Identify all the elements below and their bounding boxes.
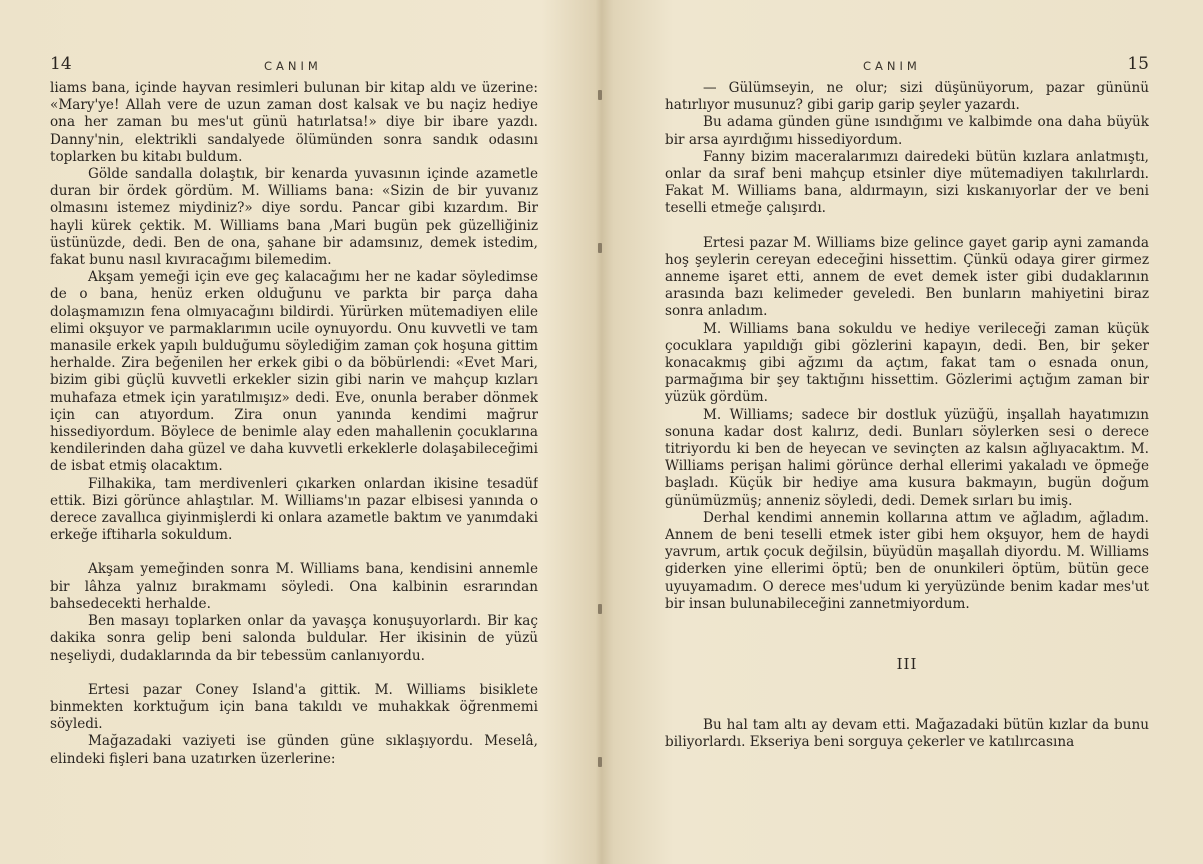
binding-mark [598, 90, 602, 100]
paragraph: Mağazadaki vaziyeti ise günden güne sıklaşıyordu. Meselâ, elindeki fişleri bana uzatırken üzerlerine: [50, 733, 538, 767]
section-body [665, 717, 1149, 751]
binding-mark [598, 757, 602, 767]
paragraph: Akşam yemeğinden sonra M. Williams bana, kendisini annemle bir lâhza yalnız bırakmamı söyledi. Ona kalbinin esrarından bahsedecekti herhalde. [50, 561, 538, 612]
paragraph: Ertesi pazar Coney Island'a gittik. M. Williams bisiklete binmekten korktuğum için bana takıldı ve muhakkak öğrenmemi söyledi. [50, 681, 538, 733]
paragraph: Ben masayı toplarken onlar da yavaşça konuşuyorlardı. Bir kaç dakika sonra gelip beni salonda buldular. Her ikisinin de yüzü neşeliydi, dudaklarında da bir tebessüm canlanıyordu. [50, 613, 538, 664]
right-page [665, 52, 1149, 852]
paragraph: — Gülümseyin, ne olur; sizi düşünüyorum, pazar gününü hatırlıyor musunuz? gibi garip garip şeyler yazardı. [665, 80, 1149, 114]
paragraph: Akşam yemeği için eve geç kalacağımı her ne kadar söyledimse de o bana, henüz erken olduğunu ve parkta bir parça daha dolaşmamızın fena olmıyacağını bildirdi. Yürürken mütemadiyen elile elimi okşuyor ve parmaklarımın ucile oynuyordu. Onu kuvvetli ve tam manasile erkek yapılı bulduğumu söylediğim zaman çok hoşuna gittim herhalde. Zira beğenilen her erkek gibi o da böbürlendi: «Evet Mari, bizim gibi güçlü kuvvetli erkekler sizin gibi narin ve mahçup kızları muhafaza etmek için yaratılmışız» dedi. Eve, onunla beraber dönmek için can atıyordum. Zira onun yanında kendimi mağrur hissediyordum. Böylece de benimle alay eden mahallenin çocuklarına kendilerinden daha güzel ve daha kuvvetli erkeklerle dolaşabileceğimi de isbat etmiş olacaktım. [50, 269, 538, 475]
section-heading: III [896, 655, 918, 674]
binding-mark [598, 243, 602, 253]
paragraph: Filhakika, tam merdivenleri çıkarken onlardan ikisine tesadüf ettik. Bizi görünce ahlaştılar. M. Williams'ın pazar elbisesi yanında o derece zavallıca giyinmişlerdi ki onlara azametle baktım ve yanımdaki erkeğe iftiharla sokuldum. [50, 475, 538, 544]
running-head: CANIM [264, 59, 322, 73]
page-number: 15 [1127, 54, 1149, 74]
paragraph: Fanny bizim maceralarımızı dairedeki bütün kızlara anlatmıştı, onlar da sıraf beni mahçup etsinler diye mütemadiyen takılırlardı. Fakat M. Williams bana, aldırmayın, sizi kıskanıyorlar der ve beni teselli etmeğe çalışırdı. [665, 148, 1149, 217]
running-head: CANIM [863, 59, 921, 73]
paragraph: liams bana, içinde hayvan resimleri bulunan bir kitap aldı ve üzerine: «Mary'ye! Allah vere de uzun zaman dost kalsak ve bu naçiz hediye ona her zaman bu mes'ut günü hatırlatsa!» diye bir ibare yazdı. Danny'nin, elektrikli sandalyede ölümünden sonra sandık odasını toplarken bu kitabı buldum. [50, 80, 538, 165]
page-header [50, 52, 538, 80]
binding-mark [598, 604, 602, 614]
page-header [665, 52, 1149, 80]
paragraph: M. Williams bana sokuldu ve hediye verileceği zaman küçük çocuklara yapıldığı gibi gözlerini kapayın, dedi. Ben, bir şeker konacakmış gibi ağzımı da açtım, fakat tam o esnada onun, parmağıma bir şey taktığını hissettim. Gözlerimi açtığım zaman bir yüzük gördüm. [665, 320, 1149, 406]
paragraph: Derhal kendimi annemin kollarına attım ve ağladım, ağladım. Annem de beni teselli etmek ister gibi hem okşuyor, hem de haydi yavrum, artık çocuk değilsin, büyüdün maşallah diyordu. M. Williams giderken yine ellerimi öptü; ben de onunkileri öptüm, bütün gece uyuyamadım. O derece mes'udum ki yeryüzünde benim kadar mes'ut bir insan bulunabileceğini zannetmiyordum. [665, 509, 1149, 612]
paragraph: Bu hal tam altı ay devam etti. Mağazadaki bütün kızlar da bunu biliyorlardı. Ekseriya beni sorguya çekerler ve katılırcasına [665, 717, 1149, 751]
paragraph: Gölde sandalla dolaştık, bir kenarda yuvasının içinde azametle duran bir ördek gördüm. M. Williams bana: «Sizin de bir yuvanız olmasını istemez miydiniz?» diye sordu. Pancar gibi kızardım. Bir hayli kürek çektik. M. Williams bana ,Mari bugün pek güzelliğiniz üstünüzde, dedi. Ben de ona, şahane bir adamsınız, demek istedim, fakat bunu nasıl kıvıracağımı bilemedim. [50, 166, 538, 269]
paragraph: Ertesi pazar M. Williams bize gelince gayet garip ayni zamanda hoş şeylerin cereyan edeceğini hissettim. Çünkü odaya girer girmez anneme işaret etti, annem de evet demek ister gibi dudaklarının arasında bazı kelimeder geveledi. Ben bunların mahiyetini biraz sonra anladım. [665, 234, 1149, 320]
page-body [665, 80, 1149, 613]
paragraph: M. Williams; sadece bir dostluk yüzüğü, inşallah hayatımızın sonuna kadar dost kalırız, dedi. Bunları söylerken sesi o derece titriyordu ki ben de heyecan ve sevinçten az kalsın ağlıyacaktım. M. Williams perişan halimi görünce derhal ellerimi yakaladı ve öpmeğe başladı. Küçük bir hediye ama kusura bakmayın, bugün doğum günümüzmüş; anneniz söyledi, dedi. Demek sırları bu imiş. [665, 406, 1149, 509]
left-page [50, 52, 538, 852]
page-number: 14 [50, 54, 72, 74]
page-body [50, 80, 538, 768]
paragraph: Bu adama günden güne ısındığımı ve kalbimde ona daha büyük bir arsa ayırdığımı hissediyordum. [665, 114, 1149, 148]
